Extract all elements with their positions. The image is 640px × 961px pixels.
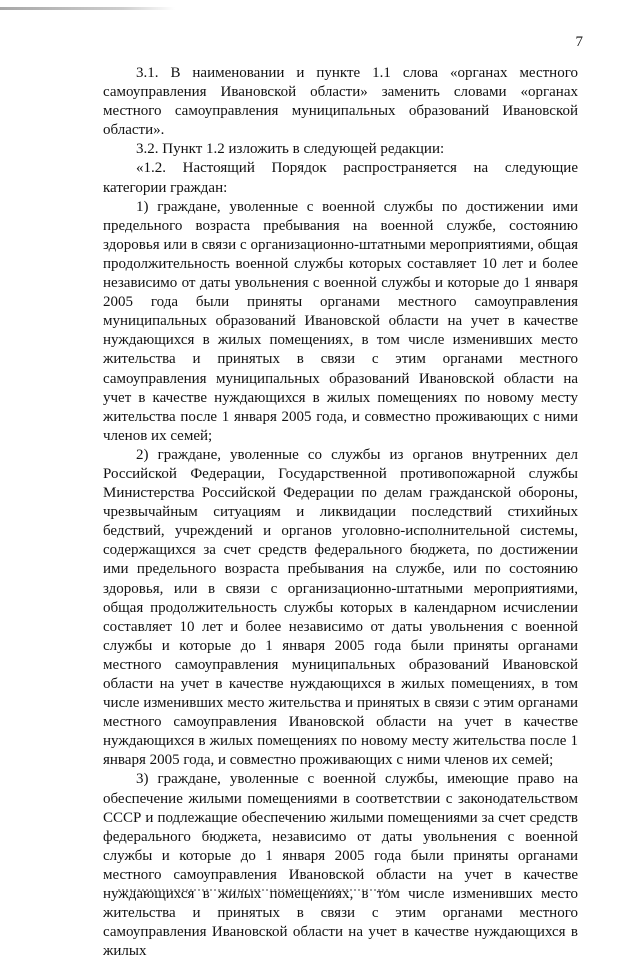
page-number: 7 — [575, 34, 583, 50]
scan-artifact-bottom — [118, 889, 388, 891]
paragraph-3-2: 3.2. Пункт 1.2 изложить в следующей редакции: — [136, 141, 445, 158]
paragraph-3-1: 3.1. В наименовании и пункте 1.1 слова «органах местного самоуправления Ивановской области» заменить словами «органах местного самоуправления муниципальных образований Ивановской области». — [103, 65, 578, 139]
scan-artifact-top — [0, 7, 175, 10]
document-body — [103, 64, 578, 961]
list-item-1: 1) граждане, уволенные с военной службы по достижении ими предельного возраста пребывания на военной службе, состоянию здоровья или в связи с организационно-штатными мероприятиями, общая продолжительность военной службы которых составляет 10 лет и более независимо от даты увольнения с военной службы и которые до 1 января 2005 года были приняты органами местного самоуправления муниципальных образований Ивановской области на учет в качестве нуждающихся в жилых помещениях, в том числе изменивших место жительства и принятых в связи с этим органами местного самоуправления муниципальных образований Ивановской области на учет в качестве нуждающихся в жилых помещениях по новому месту жительства после 1 января 2005 года, и совместно проживающих с ними членов их семей; — [103, 198, 578, 444]
list-item-2: 2) граждане, уволенные со службы из органов внутренних дел Российской Федерации, Государственной противопожарной службы Министерства Российской Федерации по делам гражданской обороны, чрезвычайным ситуациям и ликвидации последствий стихийных бедствий, учреждений и органов уголовно-исполнительной системы, содержащихся за счет средств федерального бюджета, по достижении ими предельного возраста пребывания на службе, или по состоянию здоровья, или в связи с организационно-штатными мероприятиями, общая продолжительность службы которых в календарном исчислении составляет 10 лет и более независимо от даты увольнения с военной службы и которые до 1 января 2005 года были приняты органами местного самоуправления муниципальных образований Ивановской области на учет в качестве нуждающихся в жилых помещениях, в том числе изменивших место жительства и принятых в связи с этим органами местного самоуправления Ивановской области на учет в качестве нуждающихся в жилых помещениях по новому месту жительства после 1 января 2005 года, и совместно проживающих с ними членов их семей; — [103, 446, 578, 769]
paragraph-1-2-intro: «1.2. Настоящий Порядок распространяется на следующие категории граждан: — [103, 160, 578, 196]
list-item-3: 3) граждане, уволенные с военной службы, имеющие право на обеспечение жилыми помещениями в соответствии с законодательством СССР и подлежащие обеспечению жилыми помещениями за счет средств федерального бюджета, независимо от даты увольнения с военной службы и которые до 1 января 2005 года были приняты органами местного самоуправления Ивановской области на учет в качестве нуждающихся в жилых помещениях, в том числе изменивших место жительства и принятых в связи с этим органами местного самоуправления Ивановской области на учет в качестве нуждающихся в жилых — [103, 771, 578, 960]
